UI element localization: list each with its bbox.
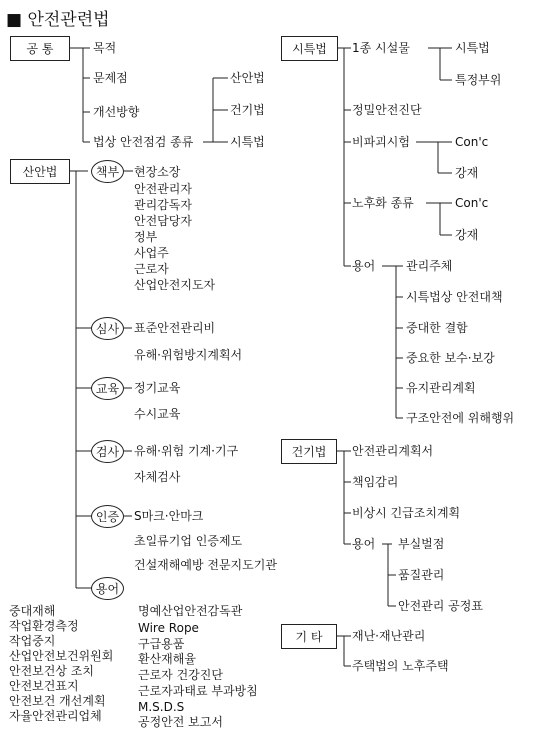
geongi-item: 비상시 긴급조치계획 (352, 506, 461, 520)
geongi-box: 건기법 (281, 439, 337, 464)
gongtong-item-purpose: 목적 (93, 41, 117, 55)
siteuk-ndt-sub: Con'c (455, 135, 489, 149)
siteuk-ndt: 비파괴시험 (352, 135, 410, 149)
siteuk-term-item: 관리주체 (406, 259, 453, 273)
gyoyuk-oval: 교육 (91, 377, 124, 400)
chaekbu-item: 근로자 (134, 262, 169, 276)
injeung-item: 초일류기업 인증제도 (134, 534, 243, 548)
law-sanan-label: 산안법 (230, 71, 265, 85)
simsa-oval: 심사 (91, 317, 124, 340)
term-right: 근로자과태료 부과방침 (138, 684, 258, 698)
chaekbu-oval: 책부 (91, 160, 124, 183)
term-right: Wire Rope (138, 621, 199, 635)
law-geongi-label: 건기법 (230, 103, 265, 117)
chaekbu-item: 현장소장 (134, 165, 181, 179)
siteuk-term-item: 유지관리계획 (406, 381, 476, 395)
gongtong-item-improvement: 개선방향 (93, 105, 140, 119)
siteuk-term-item: 시특법상 안전대책 (406, 290, 503, 304)
gongtong-item-inspection-types: 법상 안전점검 종류 (93, 135, 194, 149)
term-left: 작업환경측정 (9, 619, 79, 633)
siteuk-deterioration-sub: 강재 (455, 228, 479, 242)
siteuk-term-item: 구조안전에 위해행위 (406, 411, 515, 425)
chaekbu-item: 안전담당자 (134, 214, 192, 228)
term-right: M.S.D.S (138, 700, 185, 714)
chaekbu-item: 사업주 (134, 246, 169, 260)
siteuk-deterioration-sub: Con'c (455, 196, 489, 210)
siteuk-ndt-sub: 강재 (455, 166, 479, 180)
siteuk-deterioration: 노후화 종류 (352, 196, 414, 210)
geomsa-item: 유해·위험 기계·기구 (134, 444, 239, 458)
geongi-item: 책임감리 (352, 475, 399, 489)
siteuk-term-item: 중요한 보수·보강 (406, 351, 495, 365)
sanan-box: 산안법 (10, 159, 70, 184)
law-siteuk-label: 시특법 (230, 135, 265, 149)
term-left: 산업안전보건위원회 (9, 649, 114, 663)
term-right: 명예산업안전감독관 (138, 604, 243, 618)
geongi-term-item: 부실벌점 (398, 537, 445, 551)
geomsa-oval: 검사 (91, 440, 124, 463)
siteuk-terms: 용어 (352, 259, 376, 273)
geongi-item: 안전관리계획서 (352, 444, 434, 458)
gyoyuk-item: 수시교육 (134, 407, 181, 421)
geomsa-item: 자체검사 (134, 470, 181, 484)
siteuk-first-sub: 시특법 (455, 41, 490, 55)
gita-item: 재난·재난관리 (352, 629, 426, 643)
chaekbu-item: 관리감독자 (134, 198, 192, 212)
siteuk-first-sub: 특정부위 (455, 73, 502, 87)
term-left: 안전보건표지 (9, 679, 79, 693)
geongi-term-item: 안전관리 공정표 (398, 599, 483, 613)
yongeo-oval: 용어 (91, 577, 124, 600)
term-right: 공정안전 보고서 (138, 715, 223, 729)
term-right: 구급용품 (138, 637, 185, 651)
gongtong-item-problem: 문제점 (93, 71, 128, 85)
injeung-item: 건설재해예방 전문지도기관 (134, 558, 277, 572)
term-left: 중대재해 (9, 604, 56, 618)
gyoyuk-item: 정기교육 (134, 381, 181, 395)
chaekbu-item: 정부 (134, 230, 158, 244)
term-right: 환산재해율 (138, 652, 196, 666)
siteuk-first-facility: 1종 시설물 (352, 41, 410, 55)
chaekbu-item: 산업안전지도자 (134, 278, 216, 292)
injeung-item: S마크·안마크 (134, 509, 204, 523)
geongi-item: 용어 (352, 537, 376, 551)
term-left: 작업중지 (9, 634, 56, 648)
simsa-item: 유해·위험방지계획서 (134, 348, 243, 362)
page-title: ■ 안전관련법 (6, 10, 110, 30)
term-left: 안전보건 개선계획 (9, 694, 106, 708)
gita-box: 기 타 (281, 624, 337, 649)
siteuk-precision-diagnosis: 정밀안전진단 (352, 103, 422, 117)
chaekbu-item: 안전관리자 (134, 182, 192, 196)
injeung-oval: 인증 (91, 505, 124, 528)
siteuk-term-item: 중대한 결함 (406, 321, 468, 335)
term-right: 근로자 건강진단 (138, 668, 223, 682)
gita-item: 주택법의 노후주택 (352, 659, 449, 673)
geongi-term-item: 품질관리 (398, 568, 445, 582)
siteuk-box: 시특법 (281, 36, 338, 61)
term-left: 안전보건상 조치 (9, 664, 94, 678)
simsa-item: 표준안전관리비 (134, 321, 216, 335)
gongtong-box: 공 통 (10, 36, 70, 61)
term-left: 자율안전관리업체 (9, 709, 102, 723)
